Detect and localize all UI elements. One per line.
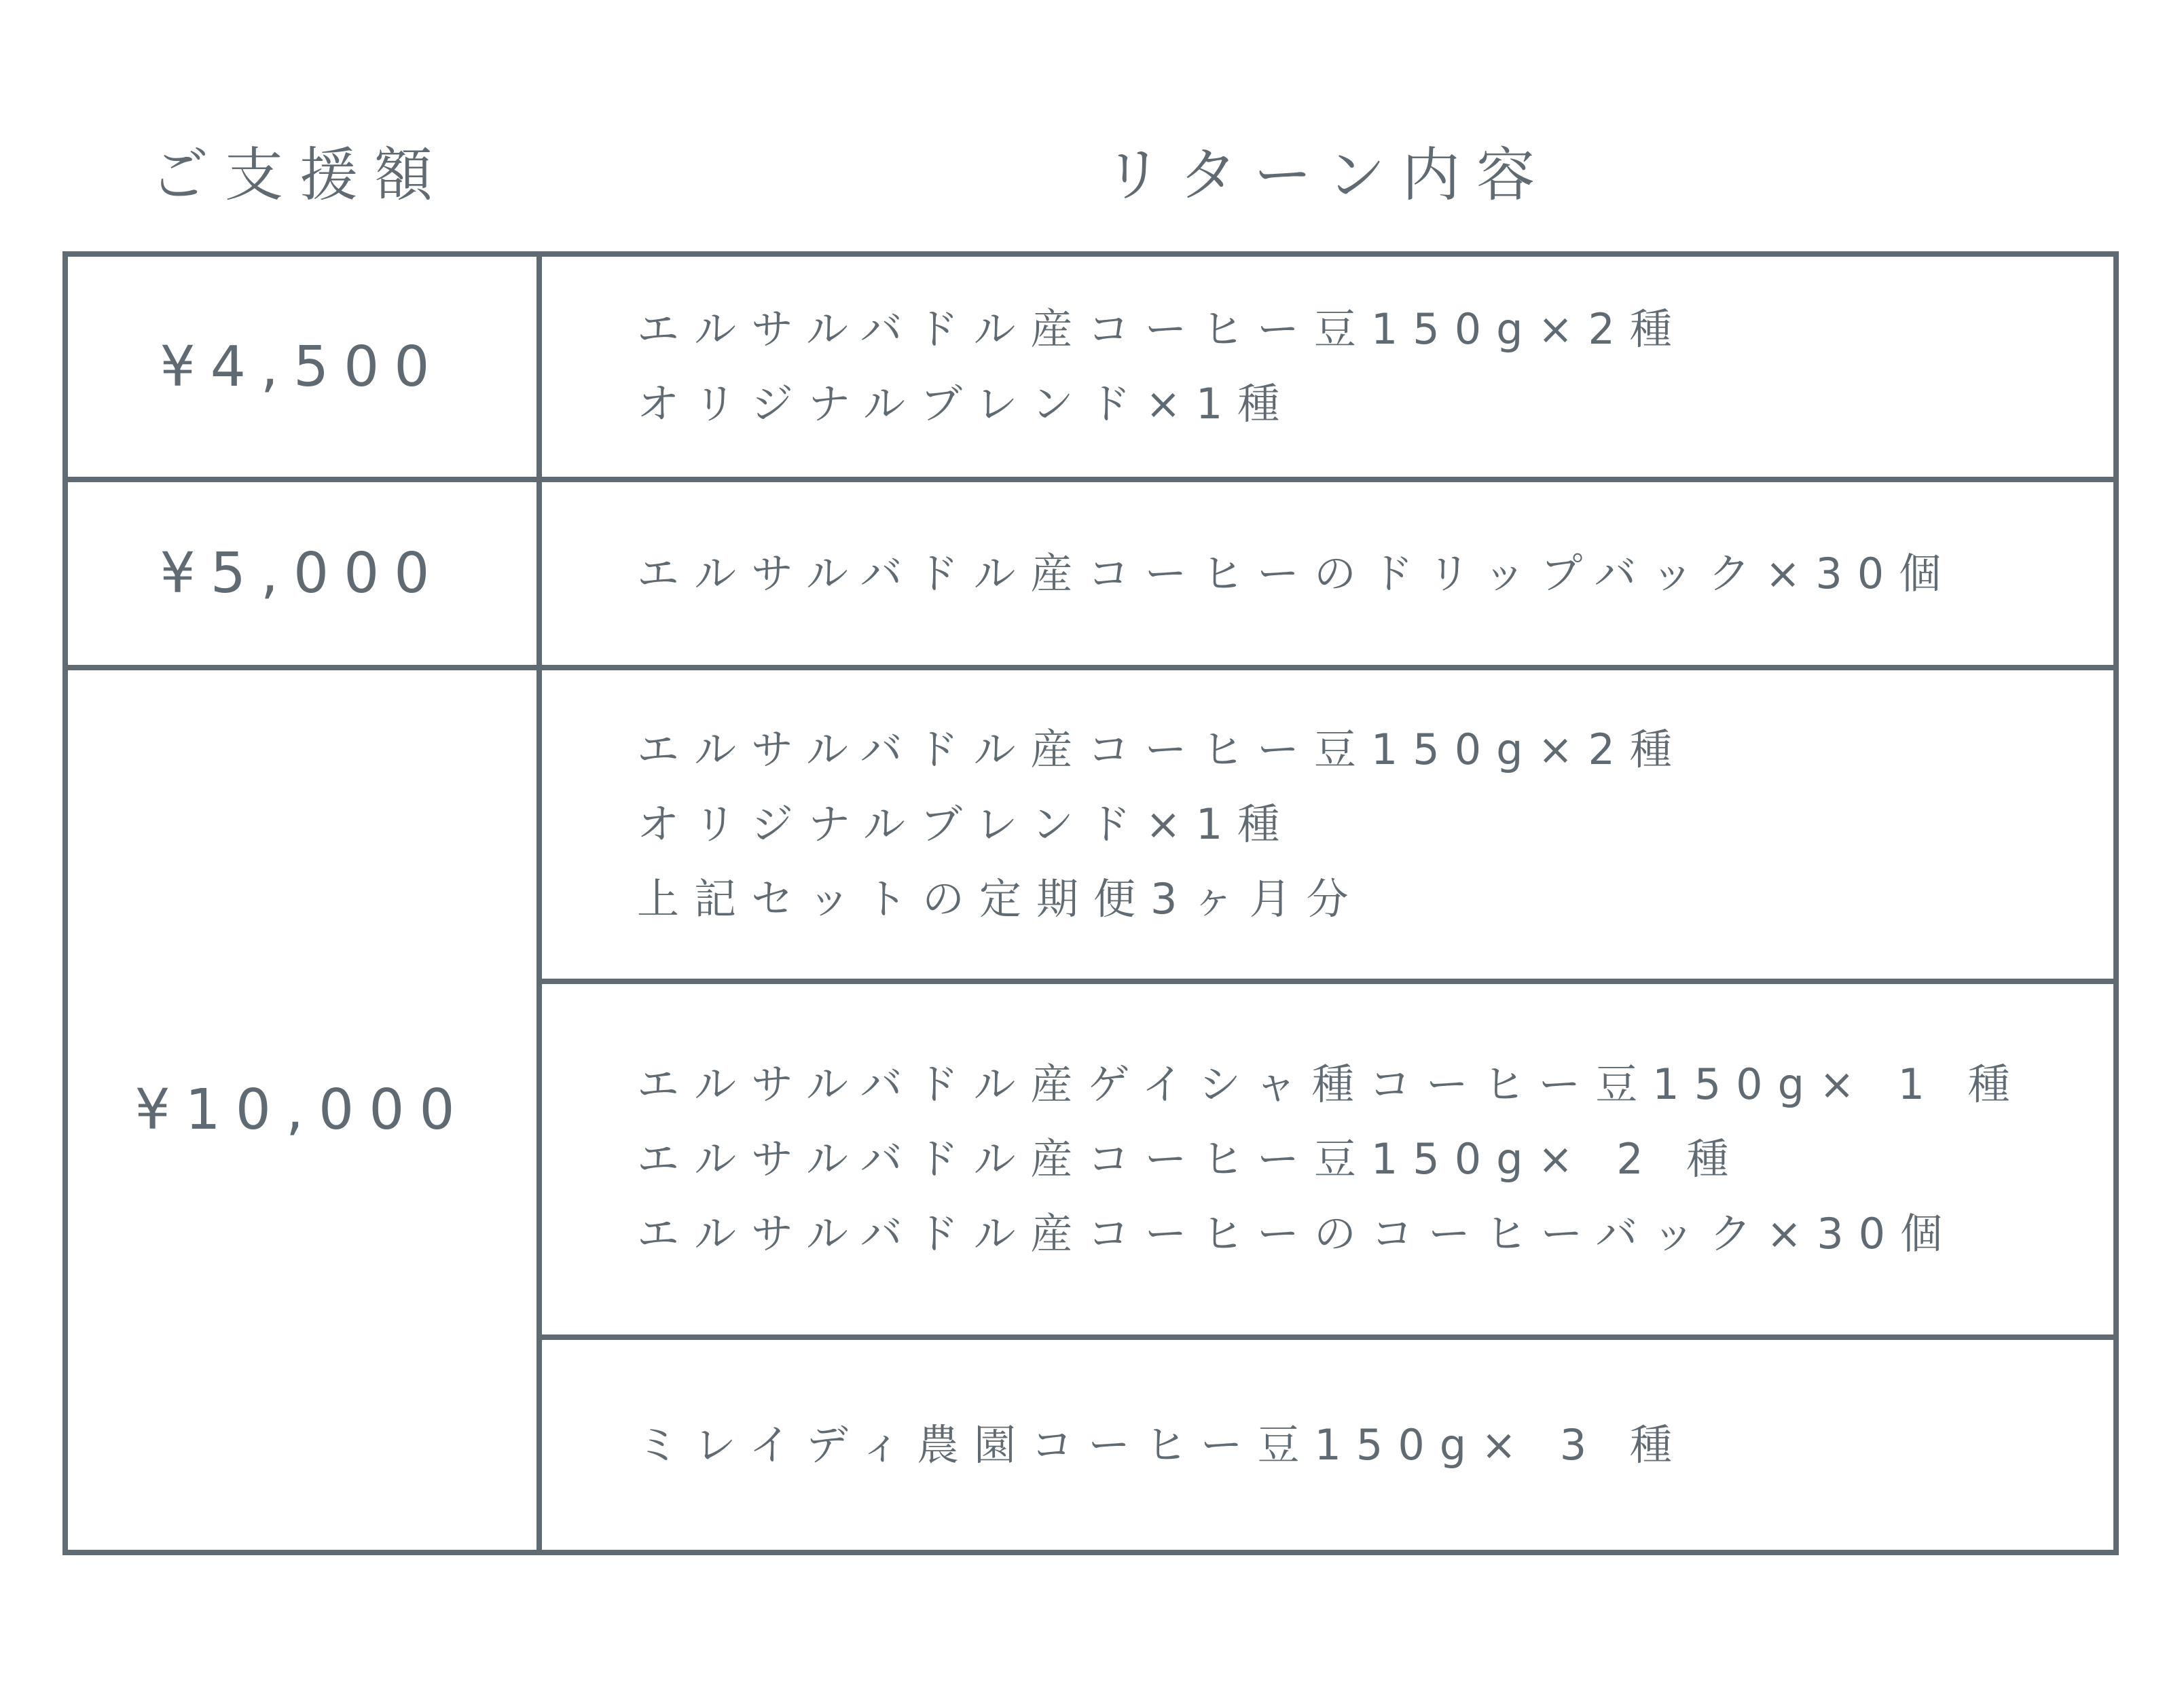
tier-amount: ¥10,000 [134, 1078, 470, 1142]
item-divider [542, 1334, 2113, 1340]
return-item-line: 上記セットの定期便3ヶ月分 [637, 874, 1364, 924]
return-content-column-header: リターン内容 [1104, 141, 1552, 209]
tier-content [542, 1340, 2113, 1550]
return-item-line: エルサルバドル産コーヒー豆150g×2種 [637, 725, 1687, 774]
return-item-line: エルサルバドル産コーヒーのドリップバック×30個 [637, 548, 1956, 598]
tier-amount: ¥4,500 [160, 334, 445, 399]
return-item-line: エルサルバドル産コーヒー豆150g× 2 種 [637, 1134, 1744, 1184]
row-divider [68, 665, 2113, 670]
tier-content [542, 482, 2113, 665]
return-item-line: エルサルバドル産ゲイシャ種コーヒー豆150g× 1 種 [637, 1059, 2025, 1109]
amount-column-header: ご支援額 [150, 141, 449, 209]
return-item-line: エルサルバドル産コーヒー豆150g×2種 [637, 304, 1687, 354]
tier-amount: ¥5,000 [160, 541, 445, 606]
tier-content [542, 257, 2113, 477]
tier-content [542, 670, 2113, 979]
return-item-line: オリジナルブレンド×1種 [637, 799, 1295, 849]
item-divider [542, 979, 2113, 984]
return-table [62, 251, 2119, 1555]
row-divider [68, 477, 2113, 482]
column-divider [536, 257, 542, 1550]
return-item-line: オリジナルブレンド×1種 [637, 379, 1295, 429]
return-item-line: ミレイディ農園コーヒー豆150g× 3 種 [637, 1419, 1687, 1470]
return-item-line: エルサルバドル産コーヒーのコーヒーバック×30個 [637, 1209, 1958, 1258]
tier-content [542, 984, 2113, 1334]
